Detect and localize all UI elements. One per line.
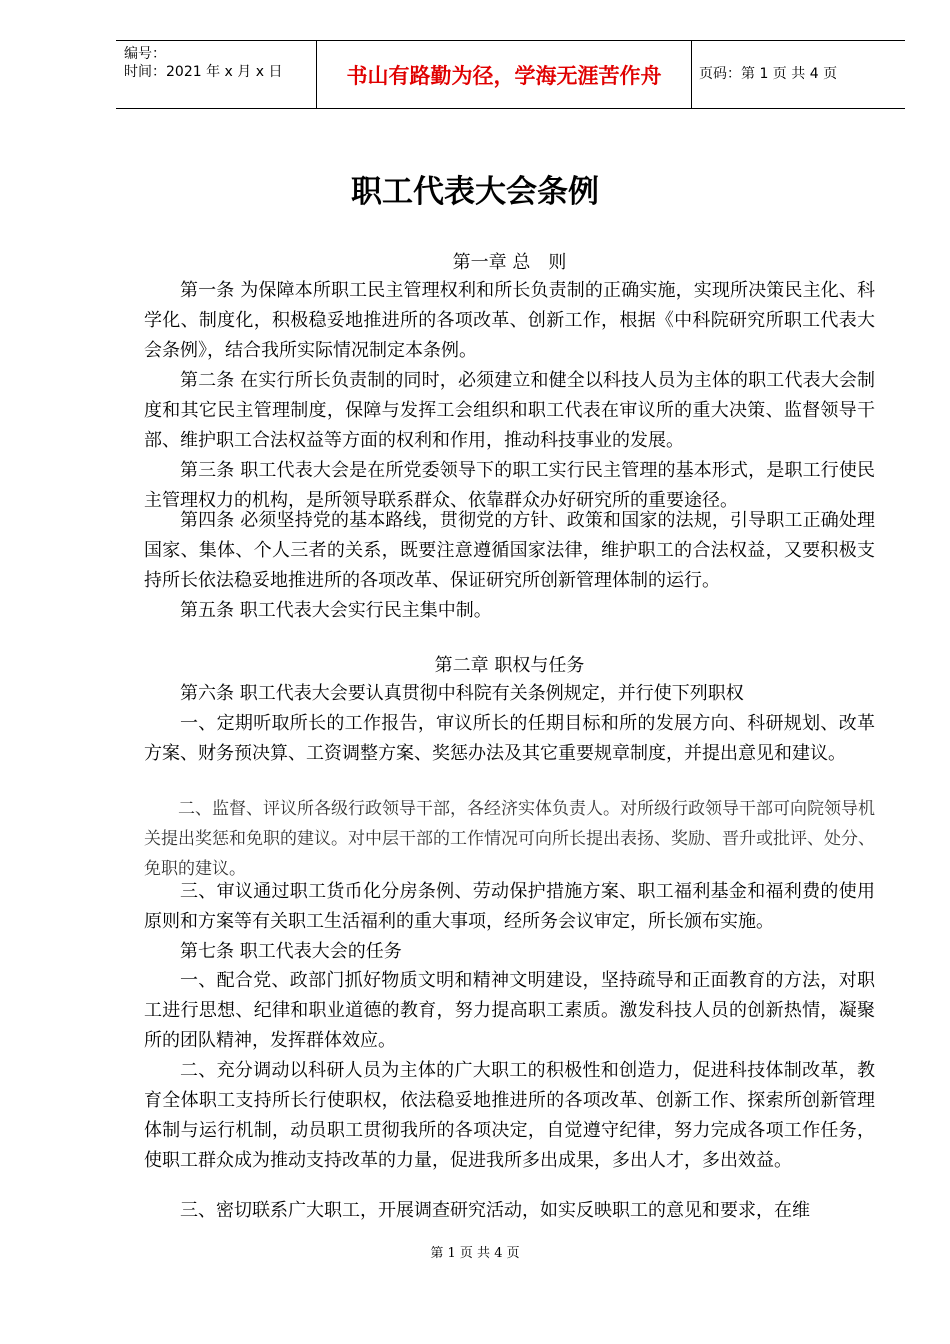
article-4: 第四条 必须坚持党的基本路线，贯彻党的方针、政策和国家的法规，引导职工正确处理国家、集体、个人三者的关系，既要注意遵循国家法律，维护职工的合法权益，又要积极支持所长依法稳妥地推进所的各项改革、保证研究所创新管理体制的运行。 <box>144 510 875 591</box>
article-6-item-3: 三、审议通过职工货币化分房条例、劳动保护措施方案、职工福利基金和福利费的使用原则和方案等有关职工生活福利的重大事项，经所务会议审定，所长颁布实施。 <box>144 881 875 932</box>
article-5: 第五条 职工代表大会实行民主集中制。 <box>180 600 492 621</box>
header-motto-cell <box>316 41 692 108</box>
document-title: 职工代表大会条例 <box>351 174 599 210</box>
article-3: 第三条 职工代表大会是在所党委领导下的职工实行民主管理的基本形式，是职工行使民主管理权力的机构，是所领导联系群众、依靠群众办好研究所的重要途径。 <box>144 460 875 511</box>
article-1: 第一条 为保障本所职工民主管理权利和所长负责制的正确实施，实现所决策民主化、科学化、制度化，积极稳妥地推进所的各项改革、创新工作，根据《中科院研究所职工代表大会条例》，结合我所实际情况制定本条例。 <box>144 280 875 361</box>
article-7-item-1: 一、配合党、政部门抓好物质文明和精神文明建设，坚持疏导和正面教育的方法，对职工进行思想、纪律和职业道德的教育，努力提高职工素质。激发科技人员的创新热情，凝聚所的团队精神，发挥群体效应。 <box>144 970 875 1051</box>
article-6-item-1: 一、定期听取所长的工作报告，审议所长的任期目标和所的发展方向、科研规划、改革方案、财务预决算、工资调整方案、奖惩办法及其它重要规章制度，并提出意见和建议。 <box>144 713 875 764</box>
motto-text: 书山有路勤为径，学海无涯苦作舟 <box>346 63 662 88</box>
page-number-label: 页码：第 1 页 共 4 页 <box>699 66 838 82</box>
number-label: 编号： <box>124 46 166 62</box>
article-2: 第二条 在实行所长负责制的同时，必须建立和健全以科技人员为主体的职工代表大会制度和其它民主管理制度，保障与发挥工会组织和职工代表在审议所的重大决策、监督领导干部、维护职工合法权益等方面的权利和作用，推动科技事业的发展。 <box>144 370 875 451</box>
header-page-cell <box>691 41 905 108</box>
time-label: 时间：2021 年 x 月 x 日 <box>124 64 283 80</box>
chapter-1-heading: 第一章 总 则 <box>452 252 567 273</box>
page-header <box>116 40 905 109</box>
header-info-cell <box>116 41 316 108</box>
article-7-item-2: 二、充分调动以科研人员为主体的广大职工的积极性和创造力，促进科技体制改革，教育全体职工支持所长行使职权，依法稳妥地推进所的各项改革、创新工作、探索所创新管理体制与运行机制，动员职工贯彻我所的各项决定，自觉遵守纪律，努力完成各项工作任务，使职工群众成为推动支持改革的力量，促进我所多出成果，多出人才，多出效益。 <box>144 1060 875 1171</box>
article-6: 第六条 职工代表大会要认真贯彻中科院有关条例规定，并行使下列职权 <box>180 683 744 704</box>
chapter-2-heading: 第二章 职权与任务 <box>434 655 585 676</box>
article-7: 第七条 职工代表大会的任务 <box>180 941 402 962</box>
page-footer: 第 1 页 共 4 页 <box>430 1246 520 1261</box>
article-6-item-2: 二、监督、评议所各级行政领导干部，各经济实体负责人。对所级行政领导干部可向院领导机关提出奖惩和免职的建议。对中层干部的工作情况可向所长提出表扬、奖励、晋升或批评、处分、免职的建议。 <box>144 799 875 879</box>
article-7-item-3: 三、密切联系广大职工，开展调查研究活动，如实反映职工的意见和要求，在维 <box>180 1200 810 1221</box>
